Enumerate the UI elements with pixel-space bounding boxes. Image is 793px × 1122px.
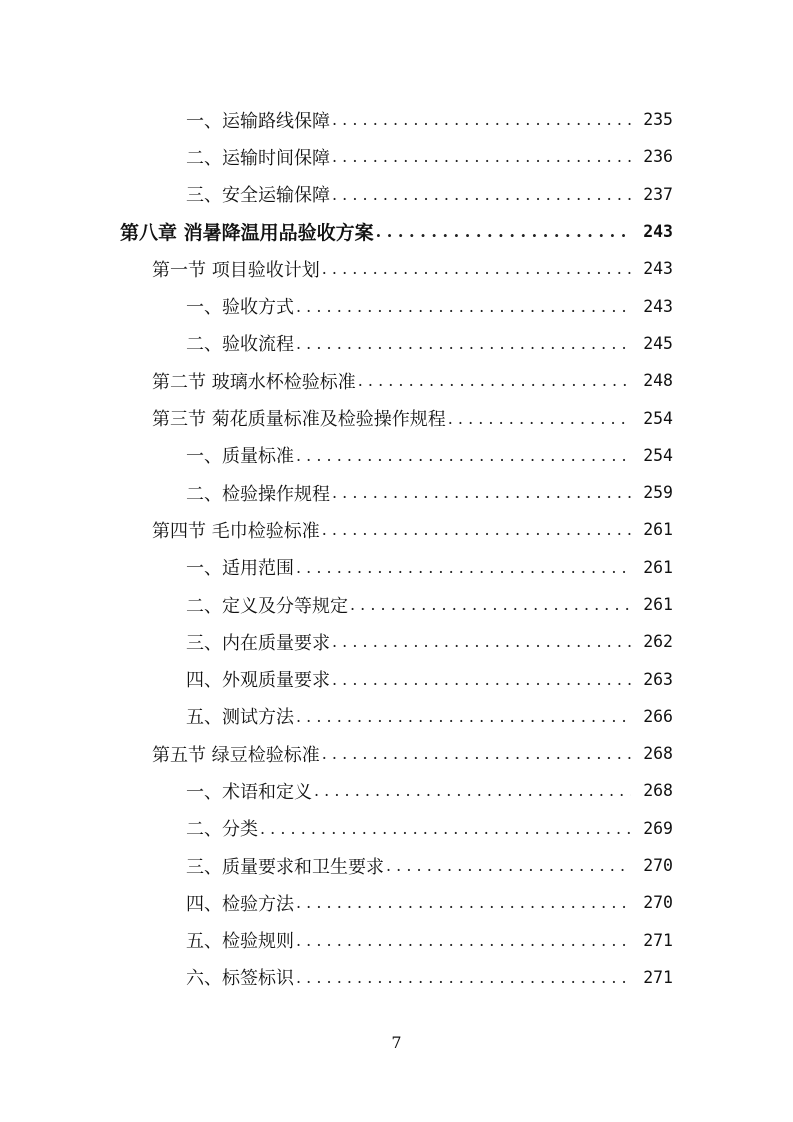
dot-leader: [358, 371, 631, 390]
toc-entry-title: 第四节 毛巾检验标准: [152, 520, 320, 542]
toc-entry-item[interactable]: [0, 138, 793, 175]
dot-leader: [448, 409, 631, 428]
table-of-contents: [0, 101, 793, 996]
toc-entry-item[interactable]: [0, 437, 793, 474]
toc-entry-page: 236: [643, 147, 673, 167]
toc-entry-title: 第一节 项目验收计划: [152, 259, 320, 281]
toc-entry-item[interactable]: [0, 884, 793, 921]
dot-leader: [296, 968, 631, 987]
toc-entry-item[interactable]: [0, 660, 793, 697]
toc-entry-title: 四、外观质量要求: [186, 670, 330, 692]
dot-leader: [260, 819, 631, 838]
toc-entry-title: 三、质量要求和卫生要求: [186, 856, 384, 878]
toc-entry-title: 一、运输路线保障: [186, 110, 330, 132]
dot-leader: [322, 744, 631, 763]
page-number: 7: [391, 1033, 402, 1052]
toc-entry-page: 243: [643, 222, 673, 242]
toc-entry-title: 五、测试方法: [186, 707, 294, 729]
dot-leader: [332, 185, 631, 204]
toc-entry-title: 一、验收方式: [186, 297, 294, 319]
toc-entry-page: 243: [643, 296, 673, 316]
toc-entry-page: 243: [643, 259, 673, 279]
dot-leader: [296, 931, 631, 950]
dot-leader: [376, 222, 631, 241]
toc-entry-page: 266: [643, 706, 673, 726]
dot-leader: [332, 110, 631, 129]
toc-entry-title: 二、分类: [186, 819, 258, 841]
toc-entry-item[interactable]: [0, 623, 793, 660]
toc-entry-title: 三、内在质量要求: [186, 632, 330, 654]
dot-leader: [332, 670, 631, 689]
toc-entry-page: 270: [643, 856, 673, 876]
dot-leader: [296, 707, 631, 726]
dot-leader: [296, 558, 631, 577]
toc-entry-title: 一、质量标准: [186, 446, 294, 468]
toc-entry-title: 第五节 绿豆检验标准: [152, 744, 320, 766]
toc-entry-page: 269: [643, 818, 673, 838]
dot-leader: [296, 297, 631, 316]
toc-entry-section[interactable]: [0, 250, 793, 287]
toc-entry-section[interactable]: [0, 511, 793, 548]
dot-leader: [350, 595, 631, 614]
toc-entry-page: 235: [643, 110, 673, 130]
toc-entry-item[interactable]: [0, 959, 793, 996]
toc-entry-title: 二、运输时间保障: [186, 147, 330, 169]
dot-leader: [332, 147, 631, 166]
toc-entry-page: 270: [643, 893, 673, 913]
toc-entry-item[interactable]: [0, 586, 793, 623]
toc-entry-title: 一、适用范围: [186, 558, 294, 580]
toc-entry-page: 268: [643, 744, 673, 764]
dot-leader: [322, 259, 631, 278]
toc-entry-title: 二、检验操作规程: [186, 483, 330, 505]
toc-entry-item[interactable]: [0, 176, 793, 213]
toc-entry-page: 271: [643, 930, 673, 950]
toc-entry-item[interactable]: [0, 772, 793, 809]
toc-entry-section[interactable]: [0, 362, 793, 399]
toc-entry-section[interactable]: [0, 735, 793, 772]
toc-entry-title: 第八章 消暑降温用品验收方案: [120, 222, 374, 245]
toc-entry-page: 259: [643, 483, 673, 503]
toc-entry-page: 262: [643, 632, 673, 652]
toc-entry-section[interactable]: [0, 399, 793, 436]
dot-leader: [296, 334, 631, 353]
toc-entry-item[interactable]: [0, 698, 793, 735]
toc-entry-page: 263: [643, 669, 673, 689]
toc-entry-page: 268: [643, 781, 673, 801]
toc-entry-title: 四、检验方法: [186, 893, 294, 915]
toc-entry-title: 五、检验规则: [186, 931, 294, 953]
toc-entry-title: 第三节 菊花质量标准及检验操作规程: [152, 409, 446, 431]
toc-entry-title: 三、安全运输保障: [186, 185, 330, 207]
toc-entry-item[interactable]: [0, 101, 793, 138]
toc-entry-page: 254: [643, 445, 673, 465]
toc-entry-page: 237: [643, 184, 673, 204]
dot-leader: [296, 446, 631, 465]
dot-leader: [386, 856, 631, 875]
toc-entry-chapter[interactable]: [0, 213, 793, 250]
toc-entry-item[interactable]: [0, 474, 793, 511]
toc-entry-page: 261: [643, 557, 673, 577]
toc-entry-page: 271: [643, 967, 673, 987]
toc-entry-page: 254: [643, 408, 673, 428]
toc-entry-item[interactable]: [0, 325, 793, 362]
dot-leader: [332, 632, 631, 651]
dot-leader: [314, 781, 631, 800]
toc-entry-page: 248: [643, 371, 673, 391]
dot-leader: [322, 520, 631, 539]
dot-leader: [332, 483, 631, 502]
toc-entry-page: 261: [643, 520, 673, 540]
toc-entry-page: 245: [643, 333, 673, 353]
toc-entry-title: 二、验收流程: [186, 334, 294, 356]
toc-entry-page: 261: [643, 595, 673, 614]
toc-entry-title: 一、术语和定义: [186, 781, 312, 803]
toc-entry-item[interactable]: [0, 549, 793, 586]
toc-entry-title: 二、定义及分等规定: [186, 595, 348, 617]
dot-leader: [296, 893, 631, 912]
toc-entry-item[interactable]: [0, 810, 793, 847]
toc-entry-item[interactable]: [0, 922, 793, 959]
toc-entry-item[interactable]: [0, 287, 793, 324]
toc-entry-item[interactable]: [0, 847, 793, 884]
toc-entry-title: 六、标签标识: [186, 968, 294, 990]
toc-entry-title: 第二节 玻璃水杯检验标准: [152, 371, 356, 393]
